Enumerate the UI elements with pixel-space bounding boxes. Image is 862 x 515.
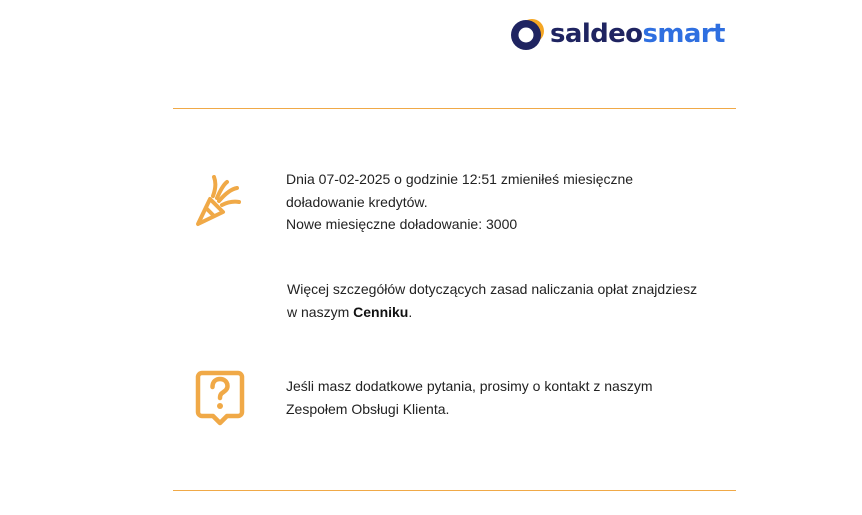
question-bubble-icon — [194, 369, 246, 427]
bottom-divider — [173, 490, 736, 491]
pricing-paragraph — [287, 278, 707, 323]
logo-text-smart: smart — [642, 19, 725, 49]
saldeosmart-logo — [511, 17, 725, 51]
notice-line-1: Dnia 07-02-2025 o godzinie 12:51 zmieniłeś miesięczne doładowanie kredytów. — [286, 171, 634, 210]
notice-line-2: Nowe miesięczne doładowanie: 3000 — [286, 216, 518, 232]
support-text: Jeśli masz dodatkowe pytania, prosimy o kontakt z naszym Zespołem Obsługi Klienta. — [286, 378, 653, 417]
logo-text-saldeo: saldeo — [550, 19, 643, 49]
support-info — [286, 375, 706, 420]
pricing-text: Więcej szczegółów dotyczących zasad naliczania opłat znajdziesz w naszym — [287, 281, 698, 320]
party-popper-icon — [192, 175, 242, 229]
top-divider — [173, 108, 736, 109]
credit-change-notice — [286, 168, 706, 236]
pricing-link[interactable]: Cenniku — [353, 303, 409, 320]
logo-mark-icon — [511, 17, 545, 51]
pricing-text-end: . — [408, 303, 413, 320]
pricing-info — [287, 278, 707, 323]
logo-wordmark — [550, 17, 725, 51]
